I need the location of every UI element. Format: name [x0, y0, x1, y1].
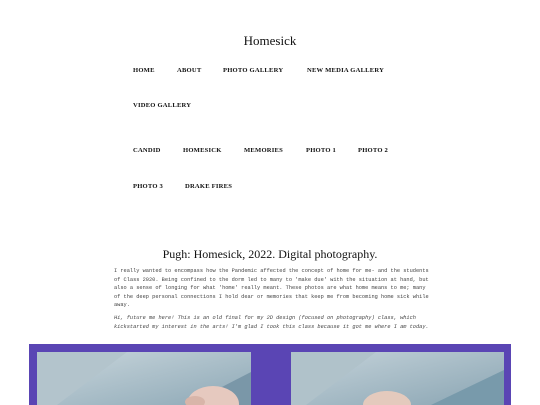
site-title: Homesick	[243, 33, 297, 48]
author-note: Hi, future me here! This is an old final for my 2D design (focused on photography) class, which kickstarted my interest in the arts! I'm glad I took this class because it got me where I am today.	[114, 315, 429, 330]
subnav-drake-fires[interactable]: DRAKE FIRES	[185, 183, 233, 190]
homesick-photo-2[interactable]	[291, 352, 504, 405]
nav-photo-gallery[interactable]: PHOTO GALLERY	[223, 67, 284, 74]
description-text: I really wanted to encompass how the Pandemic affected the concept of home for me- and the students of Class 2020. Being confined to the dorm led to many to 'make due' with the situation at hand, but also a sense of longing for what 'home' really meant. These photos are what home means to me; many of the deep personal connections I hold dear or memories that keep me from becoming home sick while away.	[114, 268, 429, 309]
nav-video-gallery[interactable]: VIDEO GALLERY	[133, 102, 192, 109]
author-note-block	[114, 314, 429, 331]
page-heading: Pugh: Homesick, 2022. Digital photography.	[162, 247, 378, 261]
nav-home[interactable]: HOME	[133, 67, 155, 74]
subnav-photo-1[interactable]: PHOTO 1	[306, 147, 337, 154]
subnav-candid[interactable]: CANDID	[133, 147, 161, 154]
photo-1-image	[37, 352, 251, 405]
homesick-photo-1[interactable]	[37, 352, 251, 405]
description-block	[114, 267, 429, 310]
subnav-photo-2[interactable]: PHOTO 2	[358, 147, 389, 154]
nav-about[interactable]: ABOUT	[177, 67, 202, 74]
subnav-homesick[interactable]: HOMESICK	[183, 147, 222, 154]
subnav-photo-3[interactable]: PHOTO 3	[133, 183, 164, 190]
nav-new-media-gallery[interactable]: NEW MEDIA GALLERY	[307, 67, 385, 74]
photo-gallery-strip	[29, 344, 511, 405]
subnav-memories[interactable]: MEMORIES	[244, 147, 283, 154]
photo-2-image	[291, 352, 504, 405]
